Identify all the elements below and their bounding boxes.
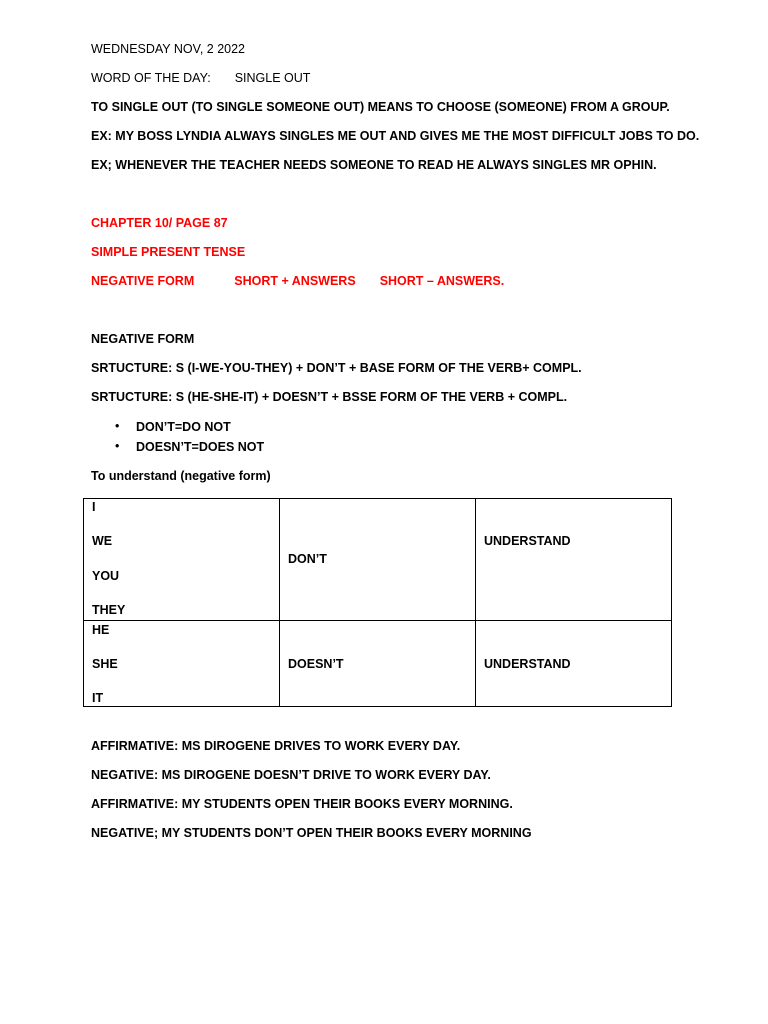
subject: WE [92,534,113,548]
verb-cell [476,499,672,621]
wotd-value: SINGLE OUT [234,71,311,85]
structure-line-1: SRTUCTURE: S (I-WE-YOU-THEY) + DON’T + BASE FORM OF THE VERB+ COMPL. [91,361,582,375]
subjects-cell [84,499,280,621]
definition-line: TO SINGLE OUT (TO SINGLE SOMEONE OUT) MEANS TO CHOOSE (SOMEONE) FROM A GROUP. [91,100,670,114]
example-sentence: NEGATIVE; MY STUDENTS DON’T OPEN THEIR BOOKS EVERY MORNING [91,826,532,840]
bullet-item: DOESN’T=DOES NOT [136,440,265,454]
date-line: WEDNESDAY NOV, 2 2022 [91,42,246,56]
table-row [84,621,672,707]
topic-negative-form: NEGATIVE FORM [91,274,195,288]
chapter-title: CHAPTER 10/ PAGE 87 [91,216,228,230]
chapter-subtitle: SIMPLE PRESENT TENSE [91,245,246,259]
negative-heading: NEGATIVE FORM [91,332,195,346]
wotd-label: WORD OF THE DAY: [91,71,211,85]
table-caption: To understand (negative form) [91,469,271,483]
subject: HE [92,623,110,637]
example-sentence: AFFIRMATIVE: MY STUDENTS OPEN THEIR BOOKS EVERY MORNING. [91,797,513,811]
topic-short-plus-answers: SHORT + ANSWERS [234,274,356,288]
auxiliary: DOESN’T [288,657,344,671]
verb-cell [476,621,672,707]
auxiliary-cell [280,499,476,621]
example-line-1: EX: MY BOSS LYNDIA ALWAYS SINGLES ME OUT AND GIVES ME THE MOST DIFFICULT JOBS TO DO. [91,129,700,143]
subject: IT [92,691,104,705]
bullet-icon: • [115,439,120,453]
chapter-topics [91,273,504,289]
table-row [84,499,672,621]
topic-short-minus-answers: SHORT – ANSWERS. [379,274,505,288]
subjects-cell [84,621,280,707]
verb: UNDERSTAND [484,534,571,548]
example-line-2: EX; WHENEVER THE TEACHER NEEDS SOMEONE TO READ HE ALWAYS SINGLES MR OPHIN. [91,158,657,172]
example-sentence: NEGATIVE: MS DIROGENE DOESN’T DRIVE TO WORK EVERY DAY. [91,768,491,782]
auxiliary-cell [280,621,476,707]
example-sentence: AFFIRMATIVE: MS DIROGENE DRIVES TO WORK EVERY DAY. [91,739,461,753]
conjugation-table [83,498,672,707]
word-of-the-day [91,70,310,86]
subject: SHE [92,657,118,671]
subject: THEY [92,603,126,617]
structure-line-2: SRTUCTURE: S (HE-SHE-IT) + DOESN’T + BSSE FORM OF THE VERB + COMPL. [91,390,568,404]
subject: YOU [92,569,120,583]
bullet-icon: • [115,419,120,433]
subject: I [92,500,96,514]
bullet-item: DON’T=DO NOT [136,420,231,434]
auxiliary: DON’T [288,552,327,566]
verb: UNDERSTAND [484,657,571,671]
